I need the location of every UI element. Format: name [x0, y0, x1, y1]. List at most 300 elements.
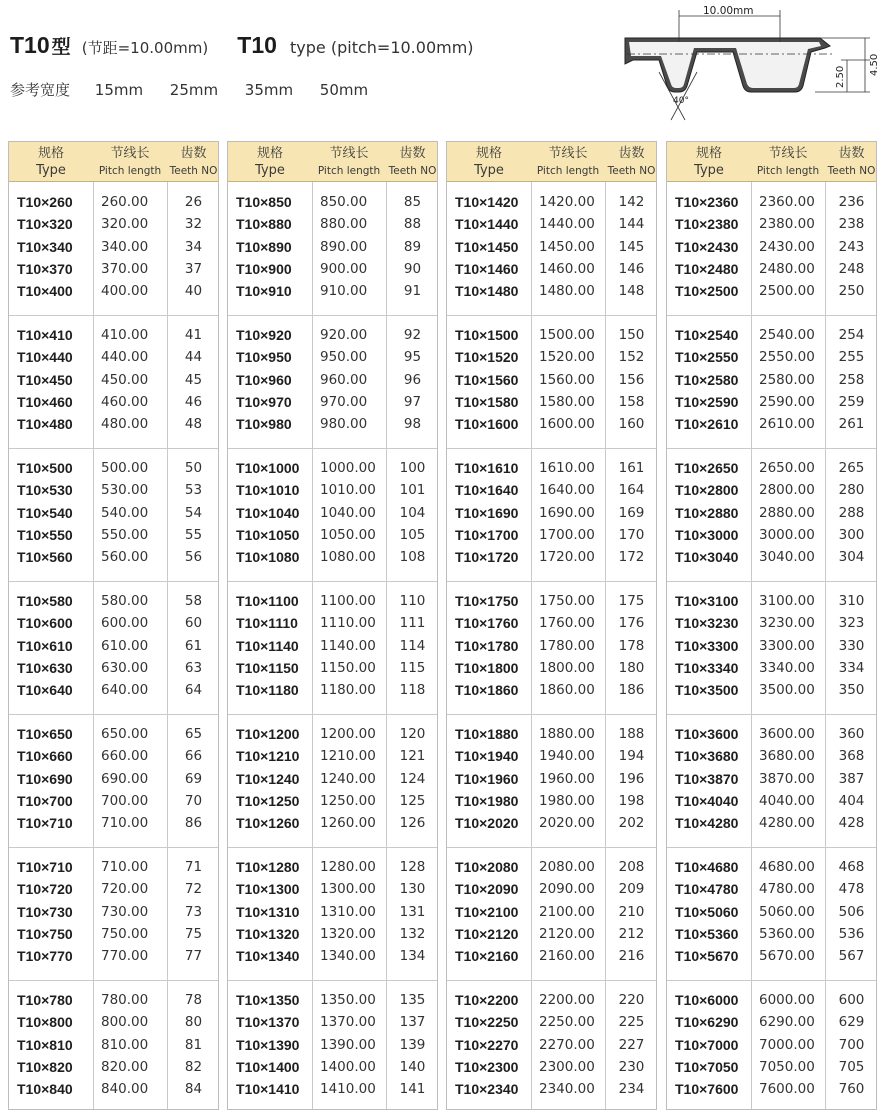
header-pitch-length	[312, 142, 386, 182]
pitch-length: 920.00	[320, 327, 368, 343]
pitch-length: 3100.00	[759, 593, 815, 609]
pitch-length: 700.00	[101, 792, 149, 809]
belt-type: T10×2480	[675, 260, 739, 277]
pitch-length: 1750.00	[539, 593, 595, 609]
pitch-length: 710.00	[101, 859, 149, 875]
belt-type: T10×750	[17, 925, 73, 942]
belt-type: T10×4040	[675, 792, 739, 809]
group-divider	[667, 315, 876, 316]
belt-type: T10×4680	[675, 859, 739, 875]
belt-type: T10×2800	[675, 482, 739, 499]
group-divider	[9, 714, 218, 715]
header-type	[9, 142, 93, 182]
model-cn-suffix: 型	[51, 36, 71, 58]
column-divider	[751, 142, 752, 1109]
belt-type: T10×1720	[455, 549, 519, 566]
teeth-count: 125	[399, 792, 426, 809]
belt-type: T10×4780	[675, 881, 739, 898]
belt-type: T10×2270	[455, 1036, 519, 1053]
pitch-length: 3300.00	[759, 637, 815, 654]
pitch-length: 1400.00	[320, 1058, 376, 1075]
pitch-length: 1320.00	[320, 925, 376, 942]
pitch-length: 1040.00	[320, 504, 376, 521]
teeth-count: 41	[184, 327, 203, 343]
belt-type: T10×1280	[236, 859, 300, 875]
teeth-count: 202	[618, 815, 645, 832]
header-type	[447, 142, 531, 182]
pitch-length: 7050.00	[759, 1058, 815, 1075]
pitch-length: 2270.00	[539, 1036, 595, 1053]
teeth-count: 64	[184, 682, 203, 699]
width-value: 50mm	[319, 81, 369, 99]
belt-type: T10×810	[17, 1036, 73, 1053]
belt-type: T10×970	[236, 393, 292, 410]
teeth-count: 146	[618, 260, 645, 277]
pitch-length: 970.00	[320, 393, 368, 410]
group-divider	[228, 847, 437, 848]
belt-type: T10×1940	[455, 748, 519, 765]
belt-type: T10×1480	[455, 283, 519, 300]
pitch-length: 960.00	[320, 371, 368, 388]
belt-type: T10×6000	[675, 992, 739, 1008]
teeth-count: 126	[399, 815, 426, 832]
teeth-count: 89	[403, 238, 422, 255]
pitch-length: 850.00	[320, 194, 368, 210]
header-type-en: Type	[694, 163, 724, 178]
belt-type: T10×1420	[455, 194, 519, 210]
pitch-length: 3600.00	[759, 726, 815, 742]
belt-type: T10×1640	[455, 482, 519, 499]
teeth-count: 350	[838, 682, 865, 699]
teeth-count: 40	[184, 283, 203, 300]
belt-type: T10×2250	[455, 1014, 519, 1031]
teeth-count: 50	[184, 460, 203, 476]
teeth-count: 180	[618, 659, 645, 676]
teeth-count: 227	[618, 1036, 645, 1053]
belt-type: T10×1500	[455, 327, 519, 343]
pitch-length: 1450.00	[539, 238, 595, 255]
belt-type: T10×1240	[236, 770, 300, 787]
belt-type: T10×600	[17, 615, 73, 632]
teeth-count: 135	[399, 992, 426, 1008]
pitch-length: 770.00	[101, 948, 149, 965]
teeth-count: 82	[184, 1058, 203, 1075]
teeth-count: 300	[838, 526, 865, 543]
belt-type: T10×2650	[675, 460, 739, 476]
belt-type: T10×2340	[455, 1081, 519, 1098]
pitch-length: 1200.00	[320, 726, 376, 742]
belt-type: T10×3230	[675, 615, 739, 632]
group-divider	[447, 847, 656, 848]
belt-type: T10×1760	[455, 615, 519, 632]
belt-type: T10×1350	[236, 992, 300, 1008]
teeth-count: 98	[403, 416, 422, 433]
belt-type: T10×1880	[455, 726, 519, 742]
belt-type: T10×3680	[675, 748, 739, 765]
pitch-length: 2360.00	[759, 194, 815, 210]
teeth-count: 63	[184, 659, 203, 676]
pitch-length: 3680.00	[759, 748, 815, 765]
teeth-count: 210	[618, 903, 645, 920]
belt-type: T10×530	[17, 482, 73, 499]
teeth-count: 261	[838, 416, 865, 433]
pitch-length: 1000.00	[320, 460, 376, 476]
pitch-length: 320.00	[101, 216, 149, 233]
belt-type: T10×2080	[455, 859, 519, 875]
pitch-length: 1880.00	[539, 726, 595, 742]
belt-type: T10×550	[17, 526, 73, 543]
belt-type: T10×1390	[236, 1036, 300, 1053]
belt-type: T10×2120	[455, 925, 519, 942]
pitch-length: 1420.00	[539, 194, 595, 210]
teeth-count: 128	[399, 859, 426, 875]
teeth-count: 95	[403, 349, 422, 366]
belt-type: T10×410	[17, 327, 73, 343]
group-divider	[447, 315, 656, 316]
group-divider	[228, 714, 437, 715]
model-cn: T10	[10, 32, 50, 58]
belt-type: T10×2610	[675, 416, 739, 433]
teeth-count: 188	[618, 726, 645, 742]
pitch-length: 1720.00	[539, 549, 595, 566]
belt-type: T10×2500	[675, 283, 739, 300]
belt-type: T10×840	[17, 1081, 73, 1098]
belt-type: T10×920	[236, 327, 292, 343]
teeth-count: 78	[184, 992, 203, 1008]
teeth-count: 70	[184, 792, 203, 809]
pitch-length: 2800.00	[759, 482, 815, 499]
header-type	[228, 142, 312, 182]
teeth-count: 536	[838, 925, 865, 942]
pitch-length: 530.00	[101, 482, 149, 499]
belt-type: T10×1320	[236, 925, 300, 942]
belt-type: T10×900	[236, 260, 292, 277]
teeth-count: 248	[838, 260, 865, 277]
teeth-count: 145	[618, 238, 645, 255]
pitch-length: 1580.00	[539, 393, 595, 410]
belt-type: T10×1000	[236, 460, 300, 476]
pitch-length: 800.00	[101, 1014, 149, 1031]
belt-type: T10×1250	[236, 792, 300, 809]
page-title	[10, 32, 474, 62]
pitch-length: 1520.00	[539, 349, 595, 366]
pitch-length: 1940.00	[539, 748, 595, 765]
teeth-count: 265	[838, 460, 865, 476]
belt-type: T10×7600	[675, 1081, 739, 1098]
teeth-count: 387	[838, 770, 865, 787]
header-teeth-no	[825, 142, 878, 182]
teeth-count: 250	[838, 283, 865, 300]
belt-type: T10×4280	[675, 815, 739, 832]
belt-type: T10×820	[17, 1058, 73, 1075]
teeth-count: 118	[399, 682, 426, 699]
teeth-count: 259	[838, 393, 865, 410]
group-divider	[447, 448, 656, 449]
teeth-count: 114	[399, 637, 426, 654]
pitch-length: 4680.00	[759, 859, 815, 875]
group-divider	[9, 847, 218, 848]
table-header	[9, 142, 218, 182]
teeth-count: 238	[838, 216, 865, 233]
belt-type: T10×630	[17, 659, 73, 676]
header-pitch-length	[531, 142, 605, 182]
header-teeth-no-cn: 齿数	[180, 146, 207, 161]
belt-type: T10×320	[17, 216, 73, 233]
pitch-length: 890.00	[320, 238, 368, 255]
belt-type: T10×2360	[675, 194, 739, 210]
teeth-count: 209	[618, 881, 645, 898]
table-header	[667, 142, 876, 182]
belt-type: T10×910	[236, 283, 292, 300]
teeth-count: 121	[399, 748, 426, 765]
header-type-en: Type	[36, 163, 66, 178]
pitch-length: 2430.00	[759, 238, 815, 255]
table-header	[447, 142, 656, 182]
belt-type: T10×1370	[236, 1014, 300, 1031]
teeth-count: 280	[838, 482, 865, 499]
teeth-count: 65	[184, 726, 203, 742]
pitch-length: 1960.00	[539, 770, 595, 787]
teeth-count: 44	[184, 349, 203, 366]
pitch-length: 1600.00	[539, 416, 595, 433]
header-pitch-length-en: Pitch length	[756, 165, 820, 177]
belt-type: T10×1310	[236, 903, 300, 920]
belt-type: T10×2590	[675, 393, 739, 410]
teeth-count: 254	[838, 327, 865, 343]
group-divider	[228, 581, 437, 582]
header-pitch-length-cn: 节线长	[110, 146, 150, 161]
teeth-count: 170	[618, 526, 645, 543]
pitch-length: 950.00	[320, 349, 368, 366]
teeth-count: 255	[838, 349, 865, 366]
belt-type: T10×1260	[236, 815, 300, 832]
teeth-count: 96	[403, 371, 422, 388]
pitch-length: 840.00	[101, 1081, 149, 1098]
teeth-count: 161	[618, 460, 645, 476]
pitch-length: 640.00	[101, 682, 149, 699]
belt-type: T10×3040	[675, 549, 739, 566]
teeth-count: 186	[618, 682, 645, 699]
header-type-cn: 规格	[695, 146, 722, 161]
belt-type: T10×1210	[236, 748, 300, 765]
pitch-length: 2300.00	[539, 1058, 595, 1075]
pitch-length: 1700.00	[539, 526, 595, 543]
teeth-count: 141	[399, 1081, 426, 1098]
pitch-length: 5060.00	[759, 903, 815, 920]
teeth-count: 158	[618, 393, 645, 410]
pitch-length: 1260.00	[320, 815, 376, 832]
pitch-length: 1140.00	[320, 637, 376, 654]
group-divider	[228, 448, 437, 449]
header-pitch-length-cn: 节线长	[329, 146, 369, 161]
belt-type: T10×2020	[455, 815, 519, 832]
pitch-length: 1280.00	[320, 859, 376, 875]
pitch-length: 1310.00	[320, 903, 376, 920]
belt-type: T10×1080	[236, 549, 300, 566]
pitch-length: 2200.00	[539, 992, 595, 1008]
pitch-length: 5360.00	[759, 925, 815, 942]
teeth-count: 69	[184, 770, 203, 787]
header-type-cn: 规格	[256, 146, 283, 161]
teeth-count: 506	[838, 903, 865, 920]
teeth-count: 175	[618, 593, 645, 609]
belt-type: T10×730	[17, 903, 73, 920]
group-divider	[667, 980, 876, 981]
header-pitch-length-cn: 节线长	[768, 146, 808, 161]
belt-type: T10×1110	[236, 615, 298, 632]
teeth-count: 37	[184, 260, 203, 277]
group-divider	[447, 980, 656, 981]
teeth-count: 310	[838, 593, 865, 609]
teeth-count: 53	[184, 482, 203, 499]
teeth-count: 304	[838, 549, 865, 566]
pitch-length: 480.00	[101, 416, 149, 433]
belt-type: T10×3100	[675, 593, 739, 609]
teeth-count: 124	[399, 770, 426, 787]
teeth-count: 88	[403, 216, 422, 233]
belt-type: T10×710	[17, 815, 73, 832]
column-divider	[312, 142, 313, 1109]
belt-type: T10×3500	[675, 682, 739, 699]
belt-type: T10×1340	[236, 948, 300, 965]
teeth-count: 404	[838, 792, 865, 809]
belt-type: T10×850	[236, 194, 292, 210]
belt-type: T10×2580	[675, 371, 739, 388]
belt-type: T10×1040	[236, 504, 300, 521]
teeth-count: 131	[399, 903, 426, 920]
pitch-length: 1860.00	[539, 682, 595, 699]
reference-widths	[10, 79, 395, 100]
pitch-length: 2550.00	[759, 349, 815, 366]
belt-type: T10×7000	[675, 1036, 739, 1053]
teeth-count: 225	[618, 1014, 645, 1031]
teeth-count: 700	[838, 1036, 865, 1053]
pitch-length: 1240.00	[320, 770, 376, 787]
table-header	[228, 142, 437, 182]
teeth-count: 32	[184, 216, 203, 233]
pitch-length: 1560.00	[539, 371, 595, 388]
teeth-count: 72	[184, 881, 203, 898]
pitch-length: 710.00	[101, 815, 149, 832]
pitch-length: 400.00	[101, 283, 149, 300]
pitch-length: 690.00	[101, 770, 149, 787]
teeth-count: 120	[399, 726, 426, 742]
teeth-count: 100	[399, 460, 426, 476]
belt-type: T10×3600	[675, 726, 739, 742]
pitch-length: 980.00	[320, 416, 368, 433]
pitch-length: 1370.00	[320, 1014, 376, 1031]
pitch-length: 2610.00	[759, 416, 815, 433]
column-divider	[93, 142, 94, 1109]
header-pitch-length	[93, 142, 167, 182]
pitch-length: 1410.00	[320, 1081, 376, 1098]
pitch-length: 1110.00	[320, 615, 376, 632]
pitch-length: 1150.00	[320, 659, 376, 676]
belt-type: T10×340	[17, 238, 73, 255]
belt-type: T10×1440	[455, 216, 519, 233]
pitch-length: 1010.00	[320, 482, 376, 499]
teeth-count: 134	[399, 948, 426, 965]
header-teeth-no-en: Teeth NO	[827, 165, 876, 177]
teeth-count: 108	[399, 549, 426, 566]
teeth-count: 58	[184, 593, 203, 609]
width-value: 35mm	[244, 81, 294, 99]
pitch-length: 910.00	[320, 283, 368, 300]
header-pitch-length-cn: 节线长	[548, 146, 588, 161]
pitch-length: 1980.00	[539, 792, 595, 809]
belt-type: T10×700	[17, 792, 73, 809]
pitch-length: 4280.00	[759, 815, 815, 832]
teeth-count: 212	[618, 925, 645, 942]
belt-type: T10×5670	[675, 948, 739, 965]
pitch-length: 660.00	[101, 748, 149, 765]
pitch-length: 2340.00	[539, 1081, 595, 1098]
teeth-count: 360	[838, 726, 865, 742]
belt-type: T10×6290	[675, 1014, 739, 1031]
teeth-count: 323	[838, 615, 865, 632]
pitch-cn: (节距=10.00mm)	[81, 39, 209, 57]
pitch-length: 560.00	[101, 549, 149, 566]
tooth-height-label: 2.50	[835, 65, 846, 88]
belt-type: T10×800	[17, 1014, 73, 1031]
pitch-length: 1780.00	[539, 637, 595, 654]
belt-type: T10×880	[236, 216, 292, 233]
belt-type: T10×690	[17, 770, 73, 787]
teeth-count: 334	[838, 659, 865, 676]
belt-type: T10×1780	[455, 637, 519, 654]
pitch-length: 4040.00	[759, 792, 815, 809]
belt-type: T10×7050	[675, 1058, 739, 1075]
belt-type: T10×540	[17, 504, 73, 521]
group-divider	[9, 581, 218, 582]
pitch-length: 3870.00	[759, 770, 815, 787]
header-pitch-length-en: Pitch length	[317, 165, 381, 177]
pitch-length: 730.00	[101, 903, 149, 920]
teeth-count: 66	[184, 748, 203, 765]
group-divider	[667, 581, 876, 582]
teeth-count: 152	[618, 349, 645, 366]
belt-type: T10×5360	[675, 925, 739, 942]
teeth-count: 629	[838, 1014, 865, 1031]
belt-type: T10×1200	[236, 726, 300, 742]
belt-type: T10×770	[17, 948, 73, 965]
pitch-length: 1390.00	[320, 1036, 376, 1053]
column-divider	[531, 142, 532, 1109]
pitch-length: 720.00	[101, 881, 149, 898]
belt-type: T10×2100	[455, 903, 519, 920]
teeth-count: 86	[184, 815, 203, 832]
belt-type: T10×980	[236, 416, 292, 433]
belt-type: T10×3870	[675, 770, 739, 787]
teeth-count: 75	[184, 925, 203, 942]
pitch-length: 540.00	[101, 504, 149, 521]
teeth-count: 198	[618, 792, 645, 809]
teeth-count: 81	[184, 1036, 203, 1053]
pitch-length: 2480.00	[759, 260, 815, 277]
pitch-length: 450.00	[101, 371, 149, 388]
pitch-length: 1640.00	[539, 482, 595, 499]
pitch-length: 1440.00	[539, 216, 595, 233]
pitch-length: 900.00	[320, 260, 368, 277]
pitch-length: 1690.00	[539, 504, 595, 521]
group-divider	[9, 448, 218, 449]
pitch-length: 1480.00	[539, 283, 595, 300]
pitch-length: 1350.00	[320, 992, 376, 1008]
pitch-length: 7600.00	[759, 1081, 815, 1098]
header-type-en: Type	[474, 163, 504, 178]
pitch-length: 630.00	[101, 659, 149, 676]
teeth-count: 73	[184, 903, 203, 920]
